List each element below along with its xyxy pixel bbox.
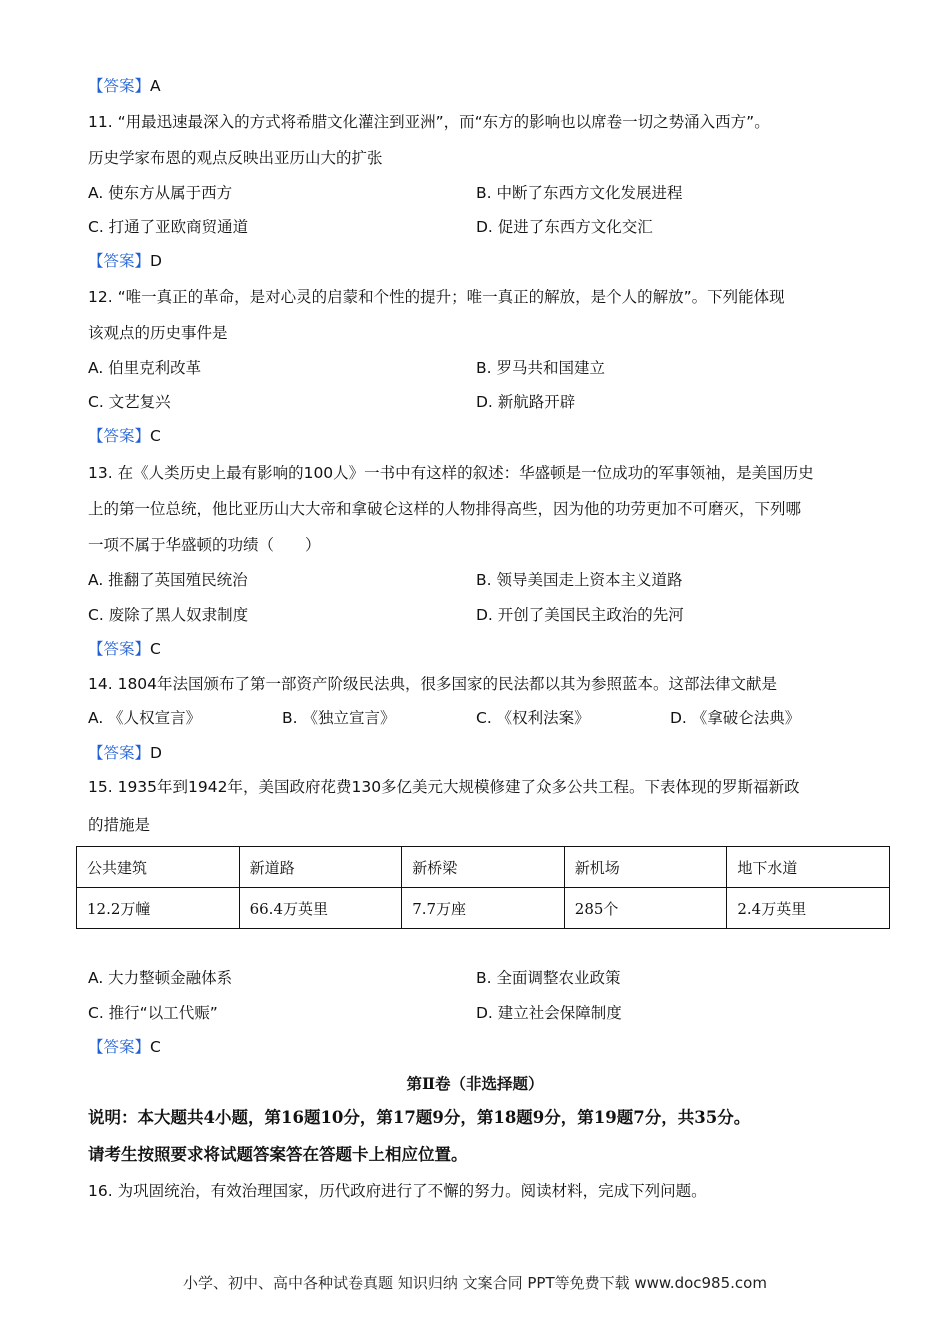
answer-q13 xyxy=(88,639,161,659)
answer-label: 【答案】 xyxy=(88,427,151,445)
q13-option-d: D. 开创了美国民主政治的先河 xyxy=(476,606,684,624)
section-instructions-1: 说明：本大题共4小题，第16题10分，第17题9分，第18题9分，第19题7分，共35分。 xyxy=(88,1108,751,1127)
answer-q12 xyxy=(88,426,161,446)
table-header-cell: 公共建筑 xyxy=(77,847,240,888)
q15-option-d: D. 建立社会保障制度 xyxy=(476,1004,622,1022)
question-16-stem: 16. 为巩固统治，有效治理国家，历代政府进行了不懈的努力。阅读材料，完成下列问题。 xyxy=(88,1182,707,1200)
q13-option-c: C. 废除了黑人奴隶制度 xyxy=(88,606,249,624)
q12-option-d: D. 新航路开辟 xyxy=(476,393,576,411)
table-cell: 7.7万座 xyxy=(402,888,565,929)
answer-value: D xyxy=(150,252,162,270)
table-header-cell: 新桥梁 xyxy=(402,847,565,888)
answer-q15 xyxy=(88,1037,161,1057)
answer-label: 【答案】 xyxy=(88,77,151,95)
q11-option-b: B. 中断了东西方文化发展进程 xyxy=(476,184,683,202)
table-row xyxy=(77,888,890,929)
answer-label: 【答案】 xyxy=(88,1038,151,1056)
q12-option-b: B. 罗马共和国建立 xyxy=(476,359,605,377)
table-cell: 2.4万英里 xyxy=(727,888,890,929)
answer-label: 【答案】 xyxy=(88,252,151,270)
page-footer: 小学、初中、高中各种试卷真题 知识归纳 文案合同 PPT等免费下载 www.doc985.com xyxy=(183,1274,767,1292)
public-works-table xyxy=(76,846,890,929)
question-15-stem-1: 15. 1935年到1942年，美国政府花费130多亿美元大规模修建了众多公共工程。下表体现的罗斯福新政 xyxy=(88,778,800,796)
q11-option-d: D. 促进了东西方文化交汇 xyxy=(476,218,653,236)
table-header-cell: 新机场 xyxy=(564,847,727,888)
table-header-row xyxy=(77,847,890,888)
question-14-stem: 14. 1804年法国颁布了第一部资产阶级民法典，很多国家的民法都以其为参照蓝本。这部法律文献是 xyxy=(88,675,778,693)
q13-option-a: A. 推翻了英国殖民统治 xyxy=(88,571,248,589)
table-header-cell: 新道路 xyxy=(239,847,402,888)
q15-option-a: A. 大力整顿金融体系 xyxy=(88,969,233,987)
table-header-cell: 地下水道 xyxy=(727,847,890,888)
answer-q10 xyxy=(88,76,161,96)
question-15-stem-2: 的措施是 xyxy=(88,816,151,834)
q15-option-b: B. 全面调整农业政策 xyxy=(476,969,621,987)
answer-q14 xyxy=(88,743,162,763)
answer-label: 【答案】 xyxy=(88,744,151,762)
question-11-stem-2: 历史学家布恩的观点反映出亚历山大的扩张 xyxy=(88,149,383,167)
q14-option-a: A. 《人权宣言》 xyxy=(88,709,202,727)
answer-label: 【答案】 xyxy=(88,640,151,658)
answer-value: C xyxy=(150,427,161,445)
answer-value: D xyxy=(150,744,162,762)
question-12-stem-1: 12. “唯一真正的革命，是对心灵的启蒙和个性的提升；唯一真正的解放，是个人的解放”。下列能体现 xyxy=(88,288,785,306)
q12-option-c: C. 文艺复兴 xyxy=(88,393,171,411)
q11-option-c: C. 打通了亚欧商贸通道 xyxy=(88,218,249,236)
section-title: 第Ⅱ卷（非选择题） xyxy=(406,1074,544,1093)
answer-value: C xyxy=(150,1038,161,1056)
table-cell: 285个 xyxy=(564,888,727,929)
q14-option-b: B. 《独立宣言》 xyxy=(282,709,396,727)
answer-value: A xyxy=(150,77,161,95)
question-13-stem-2: 上的第一位总统，他比亚历山大大帝和拿破仑这样的人物排得高些，因为他的功劳更加不可磨灭，下列哪 xyxy=(88,500,802,518)
question-11-stem-1: 11. “用最迅速最深入的方式将希腊文化灌注到亚洲”，而“东方的影响也以席卷一切之势涌入西方”。 xyxy=(88,113,770,131)
q12-option-a: A. 伯里克利改革 xyxy=(88,359,202,377)
table-cell: 66.4万英里 xyxy=(239,888,402,929)
q13-option-b: B. 领导美国走上资本主义道路 xyxy=(476,571,683,589)
q11-option-a: A. 使东方从属于西方 xyxy=(88,184,233,202)
answer-q11 xyxy=(88,251,162,271)
answer-value: C xyxy=(150,640,161,658)
question-13-stem-3: 一项不属于华盛顿的功绩（ ） xyxy=(88,536,321,554)
q14-option-c: C. 《权利法案》 xyxy=(476,709,590,727)
q14-option-d: D. 《拿破仑法典》 xyxy=(670,709,801,727)
section-instructions-2: 请考生按照要求将试题答案答在答题卡上相应位置。 xyxy=(88,1145,468,1164)
table-cell: 12.2万幢 xyxy=(77,888,240,929)
q15-option-c: C. 推行“以工代赈” xyxy=(88,1004,218,1022)
question-12-stem-2: 该观点的历史事件是 xyxy=(88,324,228,342)
question-13-stem-1: 13. 在《人类历史上最有影响的100人》一书中有这样的叙述：华盛顿是一位成功的军事领袖，是美国历史 xyxy=(88,464,814,482)
